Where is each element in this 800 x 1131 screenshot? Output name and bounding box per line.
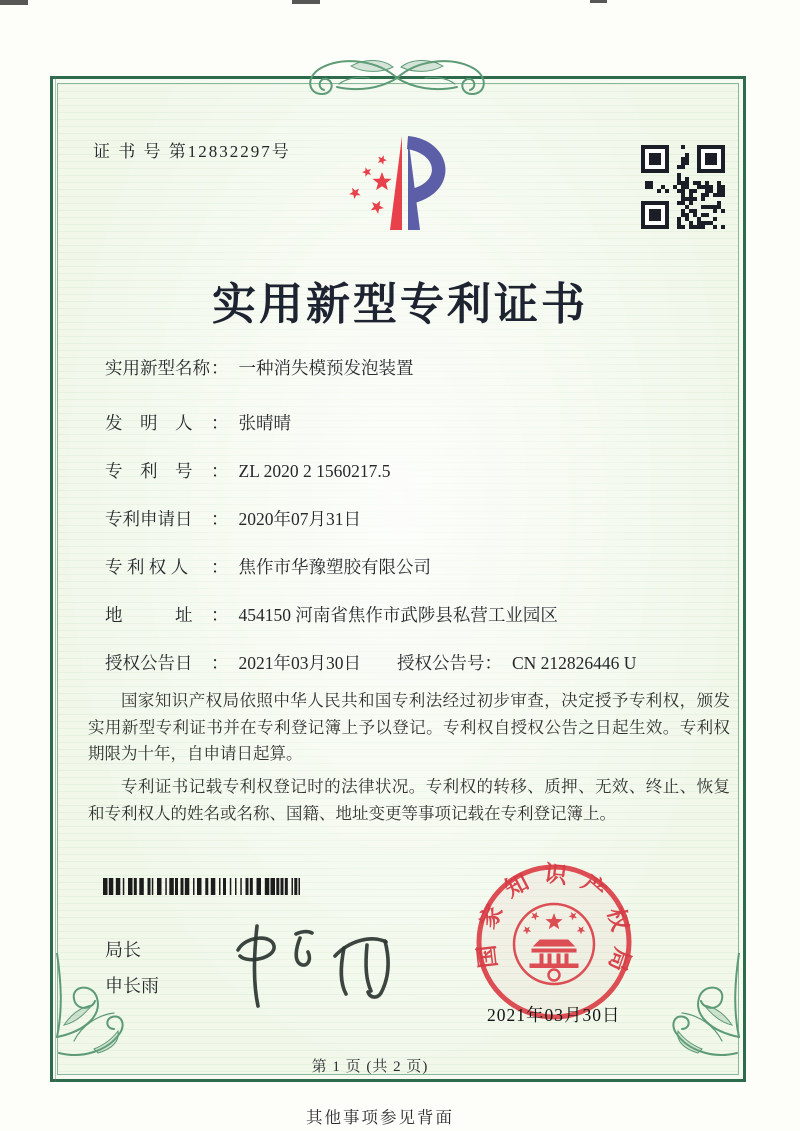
field-label: 专 利 权 人 — [105, 557, 189, 577]
field-value: ZL 2020 2 1560217.5 — [238, 461, 391, 481]
field-label: 授权公告日 — [105, 653, 193, 673]
field-colon: ： — [211, 653, 229, 673]
scan-artifact — [292, 0, 320, 4]
back-note: 其他事项参见背面 — [306, 1108, 454, 1127]
seal-date: 2021年03月30日 — [487, 1005, 621, 1025]
field-label: 地 址 — [105, 605, 193, 625]
certificate-number: 证 书 号 第12832297号 — [93, 142, 291, 161]
cnipa-logo — [340, 130, 470, 242]
top-center-ornament — [281, 50, 513, 102]
field-colon: ： — [484, 653, 502, 673]
field-row-patent-number — [105, 458, 390, 483]
field-value: 焦作市华豫塑胶有限公司 — [238, 557, 431, 577]
official-seal — [468, 858, 640, 1026]
field-row-address — [105, 602, 558, 627]
certificate-title: 实用新型专利证书 — [212, 280, 588, 329]
field-value: 一种消失模预发泡装置 — [238, 358, 414, 378]
field-colon: ： — [211, 461, 229, 481]
field-value: 2021年03月30日 — [238, 653, 361, 673]
field-value: 2020年07月31日 — [238, 509, 361, 529]
legal-text — [88, 688, 730, 828]
field-colon: ： — [211, 557, 229, 577]
field-colon: ： — [211, 413, 229, 433]
field-label: 授权公告号 — [397, 653, 485, 673]
field-label: 实用新型名称 — [105, 358, 210, 378]
director-title: 局长 — [105, 940, 141, 960]
field-row-patentee — [105, 554, 431, 579]
legal-paragraph-2: 专利证书记载专利权登记时的法律状况。专利权的转移、质押、无效、终止、恢复和专利权人的姓名或名称、国籍、地址变更等事项记载在专利登记簿上。 — [88, 777, 730, 823]
field-colon: ： — [211, 358, 229, 378]
field-colon: ： — [211, 605, 229, 625]
field-value: 454150 河南省焦作市武陟县私营工业园区 — [238, 605, 558, 625]
barcode — [103, 878, 301, 895]
director-signature — [220, 913, 470, 1018]
scan-artifact — [0, 0, 28, 5]
field-row-grant — [105, 650, 745, 675]
seal-text: 国家知识产权局 — [472, 860, 636, 987]
qr-code — [641, 145, 725, 229]
grant-number — [397, 650, 636, 675]
legal-paragraph-1: 国家知识产权局依照中华人民共和国专利法经过初步审查，决定授予专利权，颁发实用新型专利证书并在专利登记簿上予以登记。专利权自授权公告之日起生效。专利权期限为十年，自申请日起算。 — [88, 691, 730, 764]
field-row-inventor — [105, 410, 291, 435]
field-colon: ： — [211, 509, 229, 529]
scan-artifact — [590, 0, 607, 3]
field-row-name — [105, 355, 414, 380]
field-label: 专利申请日 — [105, 509, 193, 529]
scan-edge-shadow — [55, 76, 56, 1082]
field-label: 发 明 人 — [105, 413, 193, 433]
field-value: CN 212826446 U — [512, 653, 637, 673]
field-value: 张晴晴 — [238, 413, 291, 433]
page-number: 第 1 页 (共 2 页) — [311, 1059, 429, 1075]
director-name: 申长雨 — [105, 976, 159, 996]
field-row-filing-date — [105, 506, 361, 531]
field-label: 专 利 号 — [105, 461, 193, 481]
